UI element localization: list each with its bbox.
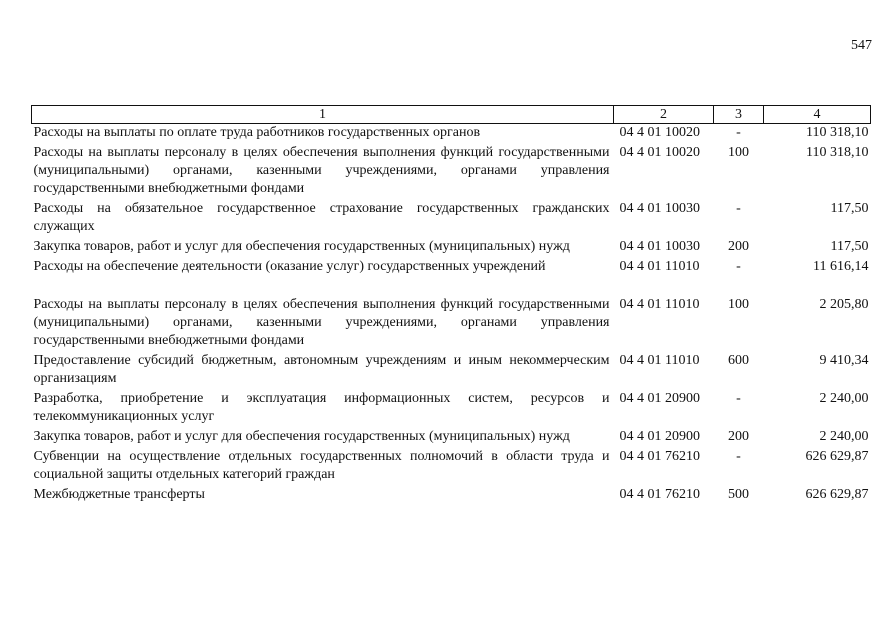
header-row	[32, 106, 871, 124]
row-name: Расходы на выплаты персоналу в целях обеспечения выполнения функций государственными (муниципальными) органами, казенными учреждениями, органами управления государственными внебюджетными фондами	[33, 297, 610, 348]
table-row	[32, 352, 871, 390]
row-type: 600	[728, 353, 749, 368]
header-col-4: 4	[764, 106, 871, 124]
table-row	[32, 448, 871, 486]
row-code: 04 4 01 11010	[619, 353, 700, 368]
header-col-1: 1	[32, 106, 614, 124]
row-amount: 11 616,14	[813, 259, 869, 274]
row-amount: 2 240,00	[819, 391, 869, 406]
page-number: 547	[851, 38, 872, 53]
row-type: 200	[728, 239, 749, 254]
row-name: Закупка товаров, работ и услуг для обеспечения государственных (муниципальных) нужд	[33, 429, 570, 444]
row-code: 04 4 01 10030	[619, 239, 700, 254]
row-type: 100	[728, 145, 749, 160]
row-code: 04 4 01 20900	[619, 391, 700, 406]
row-name: Субвенции на осуществление отдельных государственных полномочий в области труда и социальной защиты отдельных категорий граждан	[33, 449, 610, 482]
row-code: 04 4 01 76210	[619, 487, 700, 502]
row-type: -	[736, 449, 741, 464]
row-code: 04 4 01 10020	[619, 145, 700, 160]
row-amount: 626 629,87	[805, 449, 869, 464]
row-type: -	[736, 125, 741, 140]
row-amount: 117,50	[830, 201, 869, 216]
row-amount: 2 205,80	[819, 297, 869, 312]
row-name: Расходы на обеспечение деятельности (оказание услуг) государственных учреждений	[33, 259, 546, 274]
table-row	[32, 144, 871, 200]
table-row	[32, 390, 871, 428]
row-code: 04 4 01 11010	[619, 297, 700, 312]
table-header	[32, 106, 871, 124]
row-type: 500	[728, 487, 749, 502]
table-row	[32, 428, 871, 448]
row-name: Разработка, приобретение и эксплуатация информационных систем, ресурсов и телекоммуникационных услуг	[33, 391, 610, 424]
header-col-2: 2	[614, 106, 714, 124]
row-name: Межбюджетные трансферты	[33, 487, 205, 502]
row-amount: 9 410,34	[819, 353, 869, 368]
row-amount: 626 629,87	[805, 487, 869, 502]
row-code: 04 4 01 11010	[619, 259, 700, 274]
row-amount: 2 240,00	[819, 429, 869, 444]
row-code: 04 4 01 10030	[619, 201, 700, 216]
row-amount: 117,50	[830, 239, 869, 254]
row-name: Расходы на обязательное государственное страхование государственных гражданских служащих	[33, 201, 610, 234]
row-type: 100	[728, 297, 749, 312]
row-amount: 110 318,10	[806, 125, 869, 140]
table-row	[32, 258, 871, 296]
table-body	[32, 124, 871, 507]
row-name: Закупка товаров, работ и услуг для обеспечения государственных (муниципальных) нужд	[33, 239, 570, 254]
row-type: 200	[728, 429, 749, 444]
row-code: 04 4 01 76210	[619, 449, 700, 464]
table-row	[32, 296, 871, 352]
table-row	[32, 124, 871, 145]
budget-table	[31, 105, 871, 506]
row-type: -	[736, 391, 741, 406]
header-col-3: 3	[714, 106, 764, 124]
table-row	[32, 200, 871, 238]
row-code: 04 4 01 10020	[619, 125, 700, 140]
row-name: Расходы на выплаты по оплате труда работников государственных органов	[33, 125, 481, 140]
row-name: Расходы на выплаты персоналу в целях обеспечения выполнения функций государственными (муниципальными) органами, казенными учреждениями, органами управления государственными внебюджетными фондами	[33, 145, 610, 196]
row-name: Предоставление субсидий бюджетным, автономным учреждениям и иным некоммерческим организациям	[33, 353, 610, 386]
table-row	[32, 486, 871, 506]
row-type: -	[736, 259, 741, 274]
row-amount: 110 318,10	[806, 145, 869, 160]
row-type: -	[736, 201, 741, 216]
table-row	[32, 238, 871, 258]
row-code: 04 4 01 20900	[619, 429, 700, 444]
